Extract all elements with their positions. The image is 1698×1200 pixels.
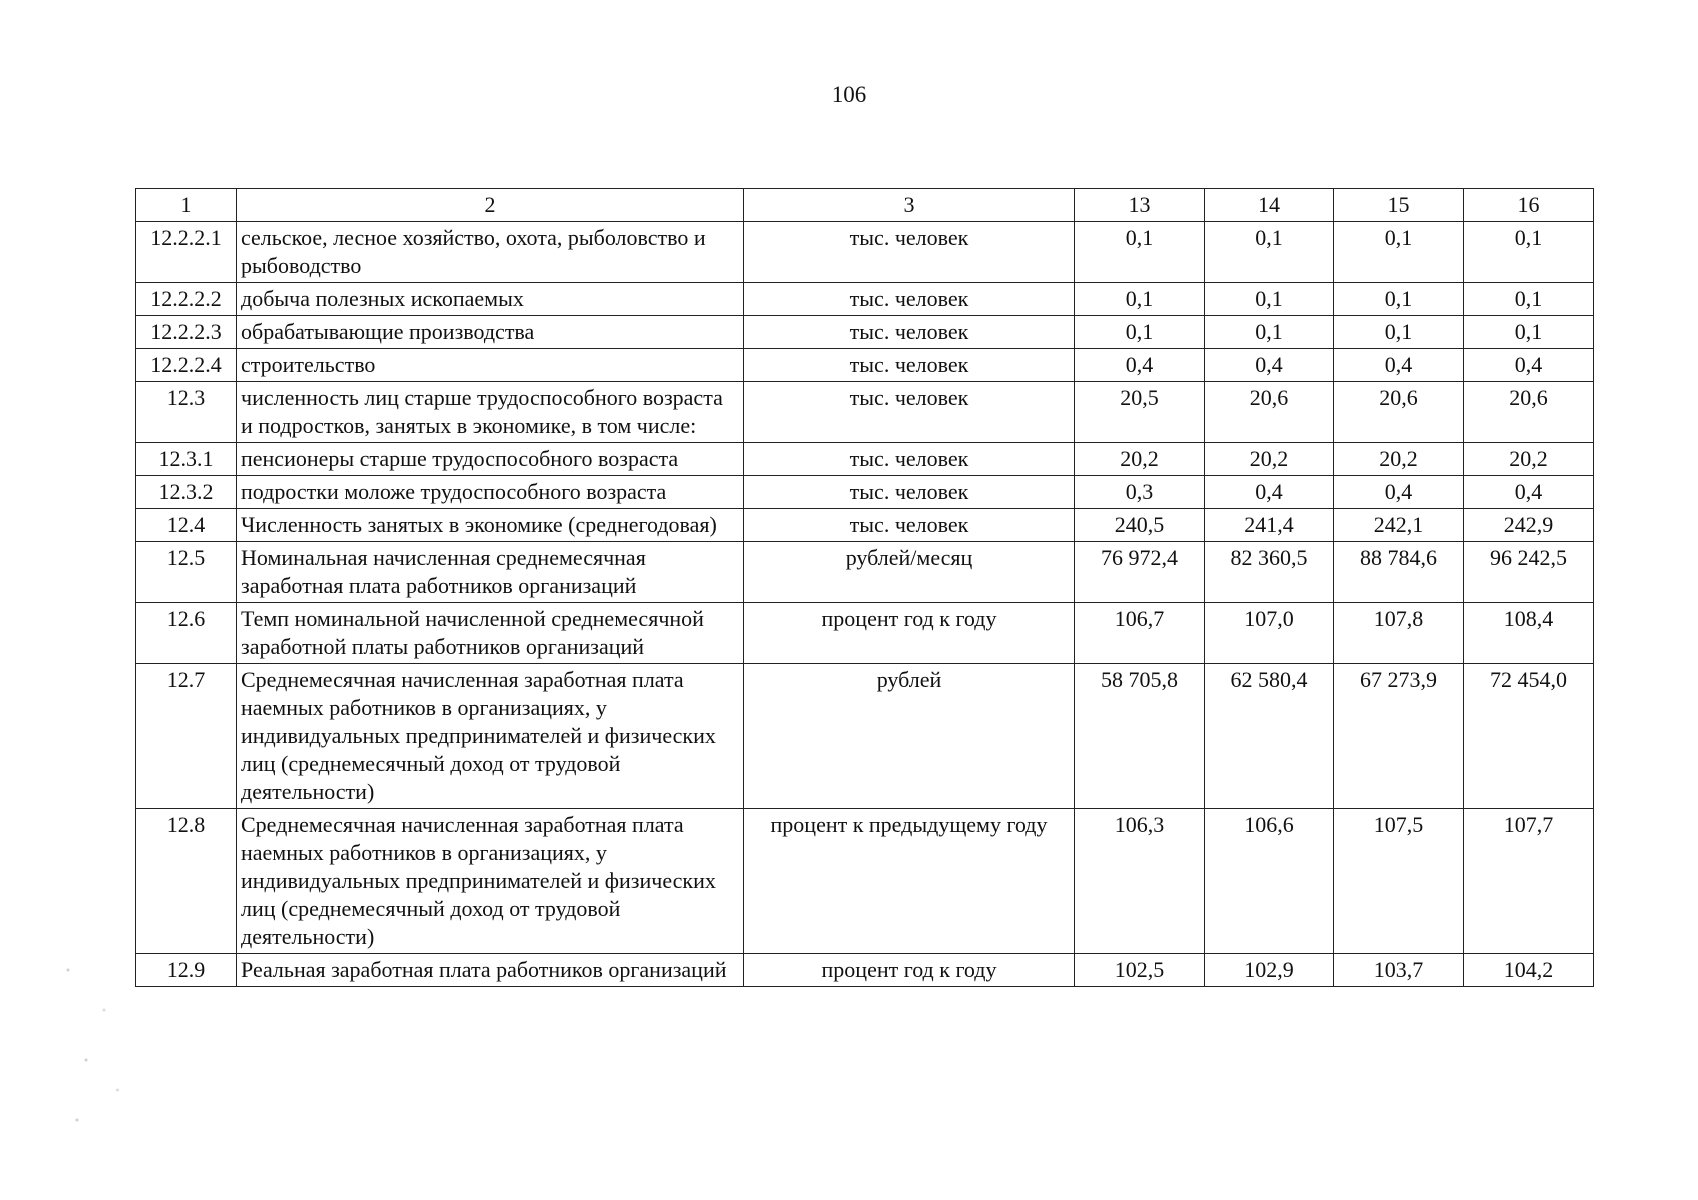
row-number: 12.2.2.4: [136, 349, 237, 382]
row-number: 12.3.2: [136, 476, 237, 509]
value-16: 107,7: [1464, 809, 1594, 954]
value-14: 102,9: [1205, 954, 1334, 987]
header-row: [136, 189, 1594, 222]
table-row: [136, 509, 1594, 542]
value-16: 0,1: [1464, 283, 1594, 316]
header-cell: 3: [744, 189, 1075, 222]
value-13: 0,1: [1075, 283, 1205, 316]
value-14: 241,4: [1205, 509, 1334, 542]
row-number: 12.5: [136, 542, 237, 603]
row-number: 12.3: [136, 382, 237, 443]
table-row: [136, 283, 1594, 316]
unit-cell: рублей: [744, 664, 1075, 809]
value-15: 0,1: [1334, 316, 1464, 349]
value-16: 0,1: [1464, 222, 1594, 283]
indicator-name: Численность занятых в экономике (среднегодовая): [237, 509, 744, 542]
indicators-table: [135, 188, 1594, 987]
row-number: 12.2.2.3: [136, 316, 237, 349]
value-13: 0,1: [1075, 316, 1205, 349]
value-14: 0,4: [1205, 349, 1334, 382]
indicator-name: Среднемесячная начисленная заработная плата наемных работников в организациях, у индивидуальных предпринимателей и физических лиц (среднемесячный доход от трудовой деятельности): [237, 809, 744, 954]
unit-cell: тыс. человек: [744, 476, 1075, 509]
indicator-name: Номинальная начисленная среднемесячная заработная плата работников организаций: [237, 542, 744, 603]
value-16: 0,4: [1464, 349, 1594, 382]
header-cell: 13: [1075, 189, 1205, 222]
value-16: 0,1: [1464, 316, 1594, 349]
indicator-name: Реальная заработная плата работников организаций: [237, 954, 744, 987]
unit-cell: тыс. человек: [744, 509, 1075, 542]
indicator-name: пенсионеры старше трудоспособного возраста: [237, 443, 744, 476]
value-13: 106,7: [1075, 603, 1205, 664]
header-cell: 15: [1334, 189, 1464, 222]
table-row: [136, 954, 1594, 987]
header-cell: 16: [1464, 189, 1594, 222]
indicator-name: численность лиц старше трудоспособного возраста и подростков, занятых в экономике, в том числе:: [237, 382, 744, 443]
value-13: 102,5: [1075, 954, 1205, 987]
unit-cell: рублей/месяц: [744, 542, 1075, 603]
value-14: 106,6: [1205, 809, 1334, 954]
value-16: 108,4: [1464, 603, 1594, 664]
value-15: 103,7: [1334, 954, 1464, 987]
value-13: 58 705,8: [1075, 664, 1205, 809]
row-number: 12.3.1: [136, 443, 237, 476]
unit-cell: процент год к году: [744, 954, 1075, 987]
value-14: 20,6: [1205, 382, 1334, 443]
unit-cell: процент год к году: [744, 603, 1075, 664]
value-16: 242,9: [1464, 509, 1594, 542]
value-15: 0,1: [1334, 283, 1464, 316]
unit-cell: тыс. человек: [744, 349, 1075, 382]
value-16: 72 454,0: [1464, 664, 1594, 809]
row-number: 12.2.2.2: [136, 283, 237, 316]
unit-cell: тыс. человек: [744, 222, 1075, 283]
indicator-name: Темп номинальной начисленной среднемесячной заработной платы работников организаций: [237, 603, 744, 664]
row-number: 12.8: [136, 809, 237, 954]
indicator-name: обрабатывающие производства: [237, 316, 744, 349]
row-number: 12.7: [136, 664, 237, 809]
page-number: 106: [831, 82, 867, 107]
value-14: 20,2: [1205, 443, 1334, 476]
table-row: [136, 809, 1594, 954]
scan-noise: [50, 950, 140, 1150]
indicator-name: подростки моложе трудоспособного возраста: [237, 476, 744, 509]
value-14: 0,1: [1205, 283, 1334, 316]
value-13: 240,5: [1075, 509, 1205, 542]
value-16: 0,4: [1464, 476, 1594, 509]
value-13: 20,5: [1075, 382, 1205, 443]
value-15: 0,1: [1334, 222, 1464, 283]
value-15: 20,6: [1334, 382, 1464, 443]
value-14: 0,1: [1205, 222, 1334, 283]
value-13: 0,1: [1075, 222, 1205, 283]
value-15: 242,1: [1334, 509, 1464, 542]
value-15: 88 784,6: [1334, 542, 1464, 603]
unit-cell: тыс. человек: [744, 382, 1075, 443]
value-14: 107,0: [1205, 603, 1334, 664]
indicator-name: строительство: [237, 349, 744, 382]
row-number: 12.6: [136, 603, 237, 664]
indicator-name: сельское, лесное хозяйство, охота, рыболовство и рыбоводство: [237, 222, 744, 283]
table-row: [136, 664, 1594, 809]
row-number: 12.2.2.1: [136, 222, 237, 283]
unit-cell: тыс. человек: [744, 283, 1075, 316]
table-row: [136, 542, 1594, 603]
table-row: [136, 382, 1594, 443]
value-15: 0,4: [1334, 349, 1464, 382]
value-16: 104,2: [1464, 954, 1594, 987]
value-13: 76 972,4: [1075, 542, 1205, 603]
value-14: 0,1: [1205, 316, 1334, 349]
value-15: 0,4: [1334, 476, 1464, 509]
unit-cell: тыс. человек: [744, 443, 1075, 476]
table-row: [136, 603, 1594, 664]
header-cell: 2: [237, 189, 744, 222]
row-number: 12.9: [136, 954, 237, 987]
value-14: 82 360,5: [1205, 542, 1334, 603]
table-row: [136, 222, 1594, 283]
value-14: 62 580,4: [1205, 664, 1334, 809]
value-15: 20,2: [1334, 443, 1464, 476]
table-row: [136, 443, 1594, 476]
value-15: 107,8: [1334, 603, 1464, 664]
table-row: [136, 316, 1594, 349]
header-cell: 1: [136, 189, 237, 222]
value-13: 20,2: [1075, 443, 1205, 476]
value-13: 0,4: [1075, 349, 1205, 382]
header-cell: 14: [1205, 189, 1334, 222]
row-number: 12.4: [136, 509, 237, 542]
unit-cell: процент к предыдущему году: [744, 809, 1075, 954]
value-15: 67 273,9: [1334, 664, 1464, 809]
table-row: [136, 349, 1594, 382]
value-13: 0,3: [1075, 476, 1205, 509]
value-16: 96 242,5: [1464, 542, 1594, 603]
value-16: 20,6: [1464, 382, 1594, 443]
value-16: 20,2: [1464, 443, 1594, 476]
indicator-name: добыча полезных ископаемых: [237, 283, 744, 316]
table-row: [136, 476, 1594, 509]
value-15: 107,5: [1334, 809, 1464, 954]
value-13: 106,3: [1075, 809, 1205, 954]
indicator-name: Среднемесячная начисленная заработная плата наемных работников в организациях, у индивидуальных предпринимателей и физических лиц (среднемесячный доход от трудовой деятельности): [237, 664, 744, 809]
unit-cell: тыс. человек: [744, 316, 1075, 349]
value-14: 0,4: [1205, 476, 1334, 509]
